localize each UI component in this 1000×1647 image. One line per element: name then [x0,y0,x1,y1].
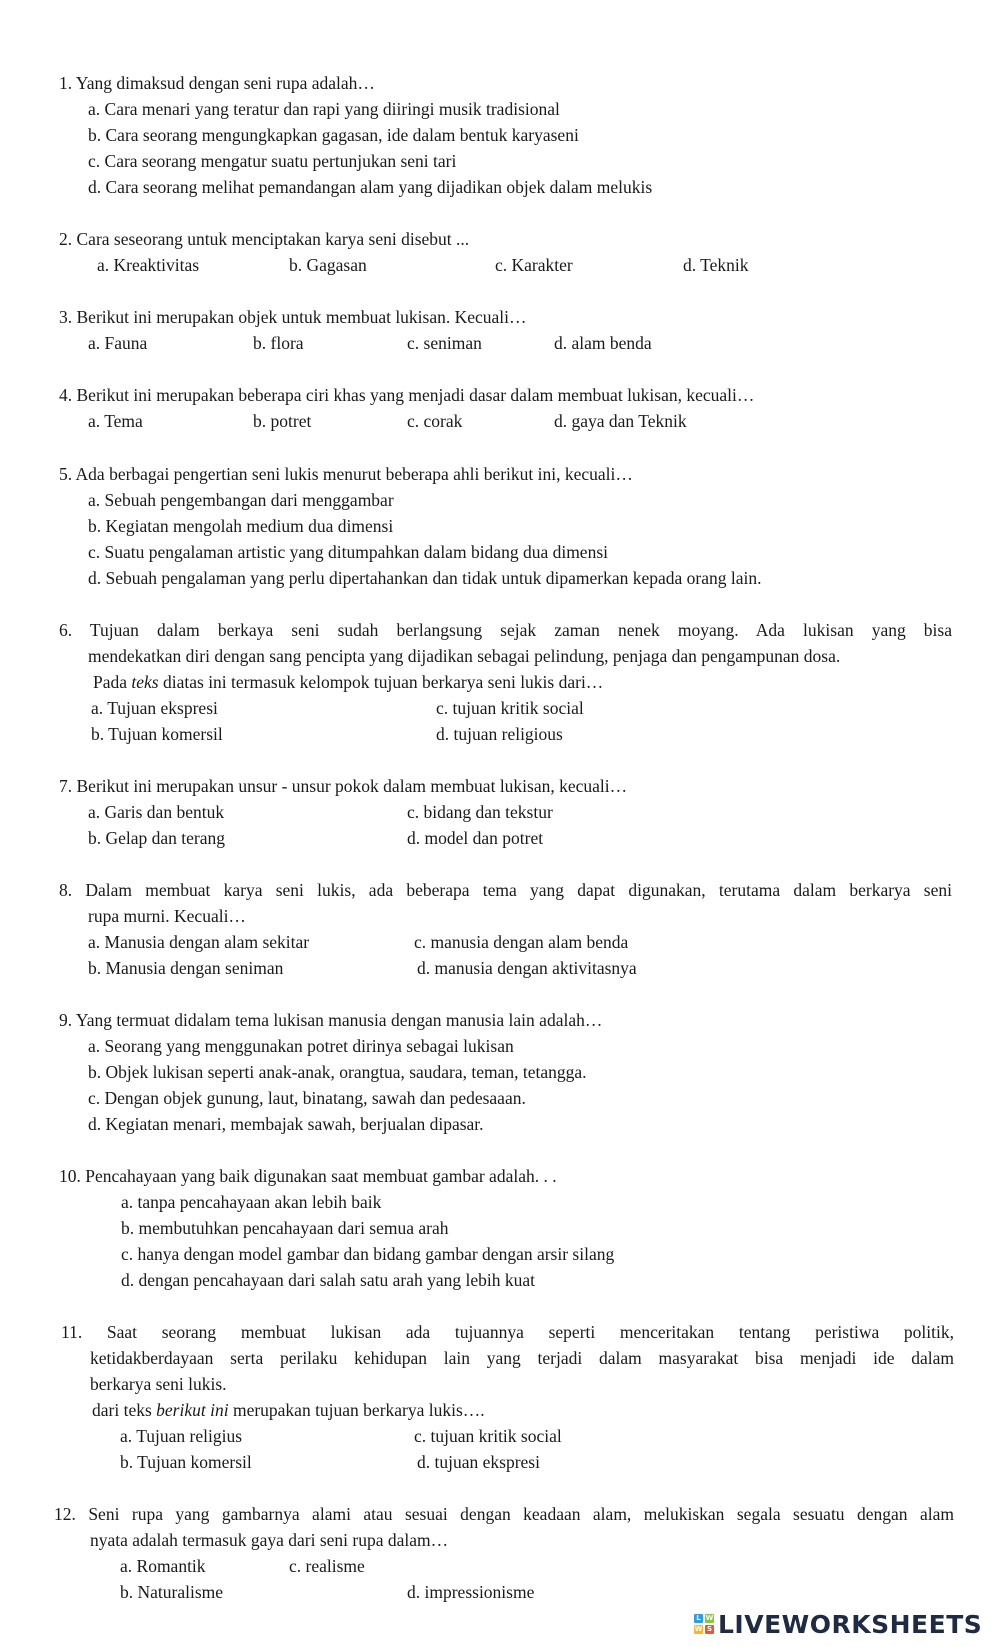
question-3-option-a: a. Fauna [88,333,148,353]
question-2-prompt: 2. Cara seseorang untuk menciptakan karya seni disebut ... [59,229,470,249]
question-4-option-a: a. Tema [88,411,143,431]
question-1-option-b: b. Cara seorang mengungkapkan gagasan, ide dalam bentuk karyaseni [88,125,579,145]
question-9-option-c: c. Dengan objek gunung, laut, binatang, sawah dan pedesaaan. [88,1088,526,1108]
question-4-option-b: b. potret [253,411,312,431]
question-9-prompt: 9. Yang termuat didalam tema lukisan manusia dengan manusia lain adalah… [59,1010,603,1030]
question-11-prompt-line-3: berkarya seni lukis. [90,1374,227,1394]
question-12-prompt-line-2: nyata adalah termasuk gaya dari seni rupa dalam… [90,1530,449,1550]
question-4-option-c: c. corak [407,411,463,431]
question-11-prompt-line-4: dari teks berikut ini merupakan tujuan berkarya lukis…. [92,1400,485,1420]
question-6-prompt-line-3: Pada teks diatas ini termasuk kelompok tujuan berkarya seni lukis dari… [93,672,604,692]
question-9-option-d: d. Kegiatan menari, membajak sawah, berjualan dipasar. [88,1114,484,1134]
question-4-option-d: d. gaya dan Teknik [554,411,687,431]
question-6-option-d: d. tujuan religious [436,724,563,744]
question-8-option-c: c. manusia dengan alam benda [414,932,629,952]
question-7-option-b: b. Gelap dan terang [88,828,226,848]
question-7-option-d: d. model dan potret [407,828,544,848]
question-5-option-b: b. Kegiatan mengolah medium dua dimensi [88,516,394,536]
question-5-option-c: c. Suatu pengalaman artistic yang ditumpahkan dalam bidang dua dimensi [88,542,609,562]
question-8-option-d: d. manusia dengan aktivitasnya [417,958,637,978]
question-5-option-a: a. Sebuah pengembangan dari menggambar [88,490,394,510]
liveworksheets-logo [694,1609,982,1639]
question-2-option-b: b. Gagasan [289,255,367,275]
liveworksheets-logo-text: LIVEWORKSHEETS [718,1609,983,1639]
question-7-option-a: a. Garis dan bentuk [88,802,225,822]
question-11-prompt-line-1: 11. Saat seorang membuat lukisan ada tujuannya seperti menceritakan tentang peristiwa politik, [61,1322,954,1342]
question-6-prompt-line-2: mendekatkan diri dengan sang pencipta yang dijadikan sebagai pelindung, penjaga dan pengampunan dosa. [88,646,841,666]
question-1-option-d: d. Cara seorang melihat pemandangan alam yang dijadikan objek dalam melukis [88,177,653,197]
question-3-prompt: 3. Berikut ini merupakan objek untuk membuat lukisan. Kecuali… [59,307,527,327]
logo-mark-square: S [706,1625,713,1633]
question-3-option-b: b. flora [253,333,304,353]
question-12-option-c: c. realisme [289,1556,365,1576]
question-5-option-d: d. Sebuah pengalaman yang perlu dipertahankan dan tidak untuk dipamerkan kepada orang lain. [88,568,762,588]
question-1-option-a: a. Cara menari yang teratur dan rapi yang diiringi musik tradisional [88,99,560,119]
question-1-option-c: c. Cara seorang mengatur suatu pertunjukan seni tari [88,151,457,171]
question-8-prompt-line-2: rupa murni. Kecuali… [88,906,246,926]
logo-mark-square: W [694,1625,703,1633]
question-11-prompt-line-2: ketidakberdayaan serta perilaku kehidupan lain yang terjadi dalam masyarakat bisa menjadi ide dalam [90,1348,954,1368]
question-11-option-a: a. Tujuan religius [120,1426,243,1446]
question-2-option-d: d. Teknik [683,255,749,275]
question-12-option-b: b. Naturalisme [120,1582,224,1602]
question-3-option-d: d. alam benda [554,333,652,353]
question-8-option-b: b. Manusia dengan seniman [88,958,284,978]
question-12-prompt-line-1: 12. Seni rupa yang gambarnya alami atau sesuai dengan keadaan alam, melukiskan segala sesuatu dengan alam [54,1504,954,1524]
question-10-option-a: a. tanpa pencahayaan akan lebih baik [121,1192,382,1212]
liveworksheets-logo-icon [694,1614,714,1634]
question-11-option-c: c. tujuan kritik social [414,1426,562,1446]
question-6-option-a: a. Tujuan ekspresi [91,698,218,718]
question-7-option-c: c. bidang dan tekstur [407,802,553,822]
question-1-prompt: 1. Yang dimaksud dengan seni rupa adalah… [59,73,375,93]
question-10-option-d: d. dengan pencahayaan dari salah satu arah yang lebih kuat [121,1270,535,1290]
question-10-option-b: b. membutuhkan pencahayaan dari semua arah [121,1218,449,1238]
question-8-option-a: a. Manusia dengan alam sekitar [88,932,310,952]
question-2-option-c: c. Karakter [495,255,573,275]
question-5-prompt: 5. Ada berbagai pengertian seni lukis menurut beberapa ahli berikut ini, kecuali… [59,464,633,484]
question-12-option-a: a. Romantik [120,1556,206,1576]
question-8-prompt-line-1: 8. Dalam membuat karya seni lukis, ada beberapa tema yang dapat digunakan, terutama dalam berkarya seni [59,880,952,900]
question-11-option-b: b. Tujuan komersil [120,1452,252,1472]
question-4-prompt: 4. Berikut ini merupakan beberapa ciri khas yang menjadi dasar dalam membuat lukisan, kecuali… [59,385,755,405]
logo-mark-square: L [694,1614,703,1623]
question-10-prompt: 10. Pencahayaan yang baik digunakan saat membuat gambar adalah. . . [59,1166,557,1186]
question-6-option-b: b. Tujuan komersil [91,724,223,744]
question-9-option-b: b. Objek lukisan seperti anak-anak, orangtua, saudara, teman, tetangga. [88,1062,587,1082]
question-11-option-d: d. tujuan ekspresi [417,1452,540,1472]
question-9-option-a: a. Seorang yang menggunakan potret dirinya sebagai lukisan [88,1036,514,1056]
question-6-option-c: c. tujuan kritik social [436,698,584,718]
question-3-option-c: c. seniman [407,333,482,353]
logo-mark-square: W [705,1614,714,1622]
question-2-option-a: a. Kreaktivitas [97,255,200,275]
question-12-option-d: d. impressionisme [407,1582,535,1602]
question-7-prompt: 7. Berikut ini merupakan unsur - unsur pokok dalam membuat lukisan, kecuali… [59,776,628,796]
question-10-option-c: c. hanya dengan model gambar dan bidang gambar dengan arsir silang [121,1244,615,1264]
question-6-prompt-line-1: 6. Tujuan dalam berkaya seni sudah berlangsung sejak zaman nenek moyang. Ada lukisan yang bisa [59,620,952,640]
